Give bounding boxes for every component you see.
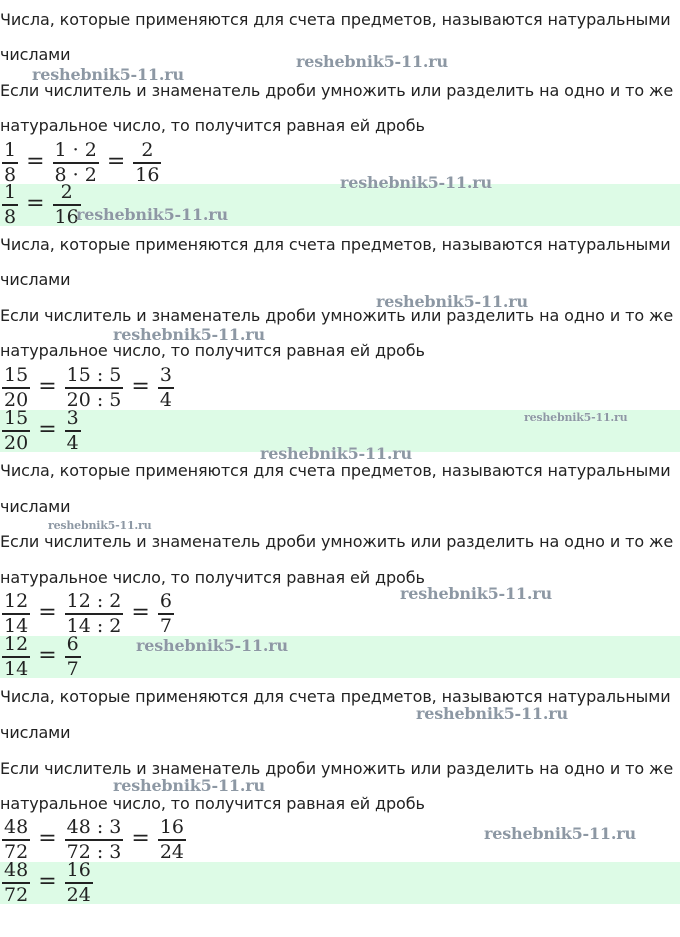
- rule-equal-fraction-line2: натуральное число, то получится равная ей дробь: [0, 116, 425, 135]
- denominator: 8: [4, 163, 17, 184]
- rule-natural-numbers-line2: числами: [0, 723, 71, 742]
- watermark: reshebnik5-11.ru: [416, 704, 568, 723]
- numerator: 2: [60, 184, 73, 203]
- denominator: 4: [159, 388, 172, 410]
- denominator: 14: [4, 614, 29, 636]
- watermark: reshebnik5-11.ru: [32, 65, 184, 84]
- watermark: reshebnik5-11.ru: [376, 292, 528, 311]
- equation-steps: [2, 817, 186, 862]
- equals-sign: =: [38, 417, 57, 442]
- watermark: reshebnik5-11.ru: [113, 325, 265, 344]
- watermark: reshebnik5-11.ru: [260, 444, 412, 463]
- equation-steps: [2, 365, 174, 410]
- fraction: [2, 140, 18, 184]
- equation-steps: [2, 591, 174, 636]
- watermark: reshebnik5-11.ru: [484, 824, 636, 843]
- numerator: 48: [4, 862, 29, 881]
- numerator: 12: [4, 590, 29, 612]
- fraction: [2, 636, 30, 678]
- numerator: 48 : 3: [66, 816, 122, 838]
- numerator: 12: [4, 636, 29, 655]
- fraction: [53, 140, 99, 184]
- equals-sign: =: [38, 600, 57, 625]
- equals-sign: =: [131, 374, 150, 399]
- rule-equal-fraction-line1: Если числитель и знаменатель дроби умножить или разделить на одно и то же: [0, 306, 674, 325]
- denominator: 72: [4, 840, 29, 862]
- watermark: reshebnik5-11.ru: [76, 205, 228, 224]
- denominator: 14 : 2: [66, 614, 122, 636]
- numerator: 3: [159, 364, 172, 386]
- equation-steps: [2, 140, 161, 184]
- denominator: 24: [159, 840, 184, 862]
- equation-answer: [2, 184, 81, 226]
- rule-equal-fraction-line1: Если числитель и знаменатель дроби умножить или разделить на одно и то же: [0, 759, 674, 778]
- equals-sign: =: [106, 149, 126, 174]
- numerator: 2: [141, 139, 154, 161]
- numerator: 6: [159, 590, 172, 612]
- fraction: [65, 862, 93, 904]
- watermark: reshebnik5-11.ru: [340, 173, 492, 192]
- equation-answer: [2, 410, 81, 452]
- rule-equal-fraction-line1: Если числитель и знаменатель дроби умножить или разделить на одно и то же: [0, 532, 674, 551]
- fraction: [158, 591, 174, 636]
- equals-sign: =: [26, 149, 45, 174]
- fraction: [65, 817, 124, 862]
- rule-natural-numbers-line1: Числа, которые применяются для счета предметов, называются натуральными: [0, 461, 671, 480]
- rule-equal-fraction-line2: натуральное число, то получится равная ей дробь: [0, 794, 425, 813]
- fraction: [2, 862, 30, 904]
- numerator: 1: [4, 139, 17, 161]
- numerator: 15: [4, 364, 29, 386]
- numerator: 3: [66, 410, 79, 429]
- equals-sign: =: [131, 826, 150, 851]
- equals-sign: =: [38, 643, 57, 668]
- denominator: 4: [66, 431, 79, 452]
- fraction: [2, 817, 30, 862]
- numerator: 6: [66, 636, 79, 655]
- equation-answer: [2, 636, 81, 678]
- watermark: reshebnik5-11.ru: [524, 411, 628, 424]
- denominator: 72 : 3: [66, 840, 122, 862]
- numerator: 15: [4, 410, 29, 429]
- denominator: 24: [66, 883, 91, 904]
- fraction: [65, 591, 124, 636]
- equals-sign: =: [38, 869, 57, 894]
- watermark: reshebnik5-11.ru: [113, 776, 265, 795]
- denominator: 72: [4, 883, 29, 904]
- numerator: 15 : 5: [66, 364, 122, 386]
- fraction: [158, 365, 174, 410]
- watermark: reshebnik5-11.ru: [296, 52, 448, 71]
- rule-natural-numbers-line1: Числа, которые применяются для счета предметов, называются натуральными: [0, 235, 671, 254]
- denominator: 20 : 5: [66, 388, 122, 410]
- denominator: 20: [4, 388, 29, 410]
- rule-equal-fraction-line2: натуральное число, то получится равная ей дробь: [0, 568, 425, 587]
- denominator: 14: [4, 657, 29, 678]
- fraction: [133, 140, 161, 184]
- equals-sign: =: [131, 600, 150, 625]
- fraction: [2, 410, 30, 452]
- fraction: [2, 365, 30, 410]
- denominator: 20: [4, 431, 29, 452]
- fraction: [2, 184, 18, 226]
- rule-equal-fraction-line2: натуральное число, то получится равная ей дробь: [0, 341, 425, 360]
- rule-natural-numbers-line2: числами: [0, 497, 71, 516]
- fraction: [65, 365, 124, 410]
- denominator: 16: [135, 163, 160, 184]
- numerator: 16: [159, 816, 184, 838]
- fraction: [2, 591, 30, 636]
- rule-natural-numbers-line2: числами: [0, 270, 71, 289]
- equation-answer: [2, 862, 93, 904]
- denominator: 8: [4, 205, 17, 226]
- fraction: [65, 636, 81, 678]
- equals-sign: =: [38, 826, 57, 851]
- watermark: reshebnik5-11.ru: [400, 584, 552, 603]
- equals-sign: =: [38, 374, 57, 399]
- fraction: [158, 817, 186, 862]
- rule-equal-fraction-line1: Если числитель и знаменатель дроби умножить или разделить на одно и то же: [0, 81, 674, 100]
- numerator: 1 · 2: [54, 139, 97, 161]
- denominator: 7: [66, 657, 79, 678]
- rule-natural-numbers-line2: числами: [0, 45, 71, 64]
- fraction: [65, 410, 81, 452]
- numerator: 12 : 2: [66, 590, 122, 612]
- numerator: 48: [4, 816, 29, 838]
- numerator: 1: [4, 184, 17, 203]
- denominator: 7: [159, 614, 172, 636]
- denominator: 16: [54, 205, 79, 226]
- rule-natural-numbers-line1: Числа, которые применяются для счета предметов, называются натуральными: [0, 10, 671, 29]
- numerator: 16: [66, 862, 91, 881]
- rule-natural-numbers-line1: Числа, которые применяются для счета предметов, называются натуральными: [0, 687, 671, 706]
- denominator: 8 · 2: [54, 163, 97, 184]
- equals-sign: =: [26, 191, 45, 216]
- watermark: reshebnik5-11.ru: [48, 519, 152, 532]
- watermark: reshebnik5-11.ru: [136, 636, 288, 655]
